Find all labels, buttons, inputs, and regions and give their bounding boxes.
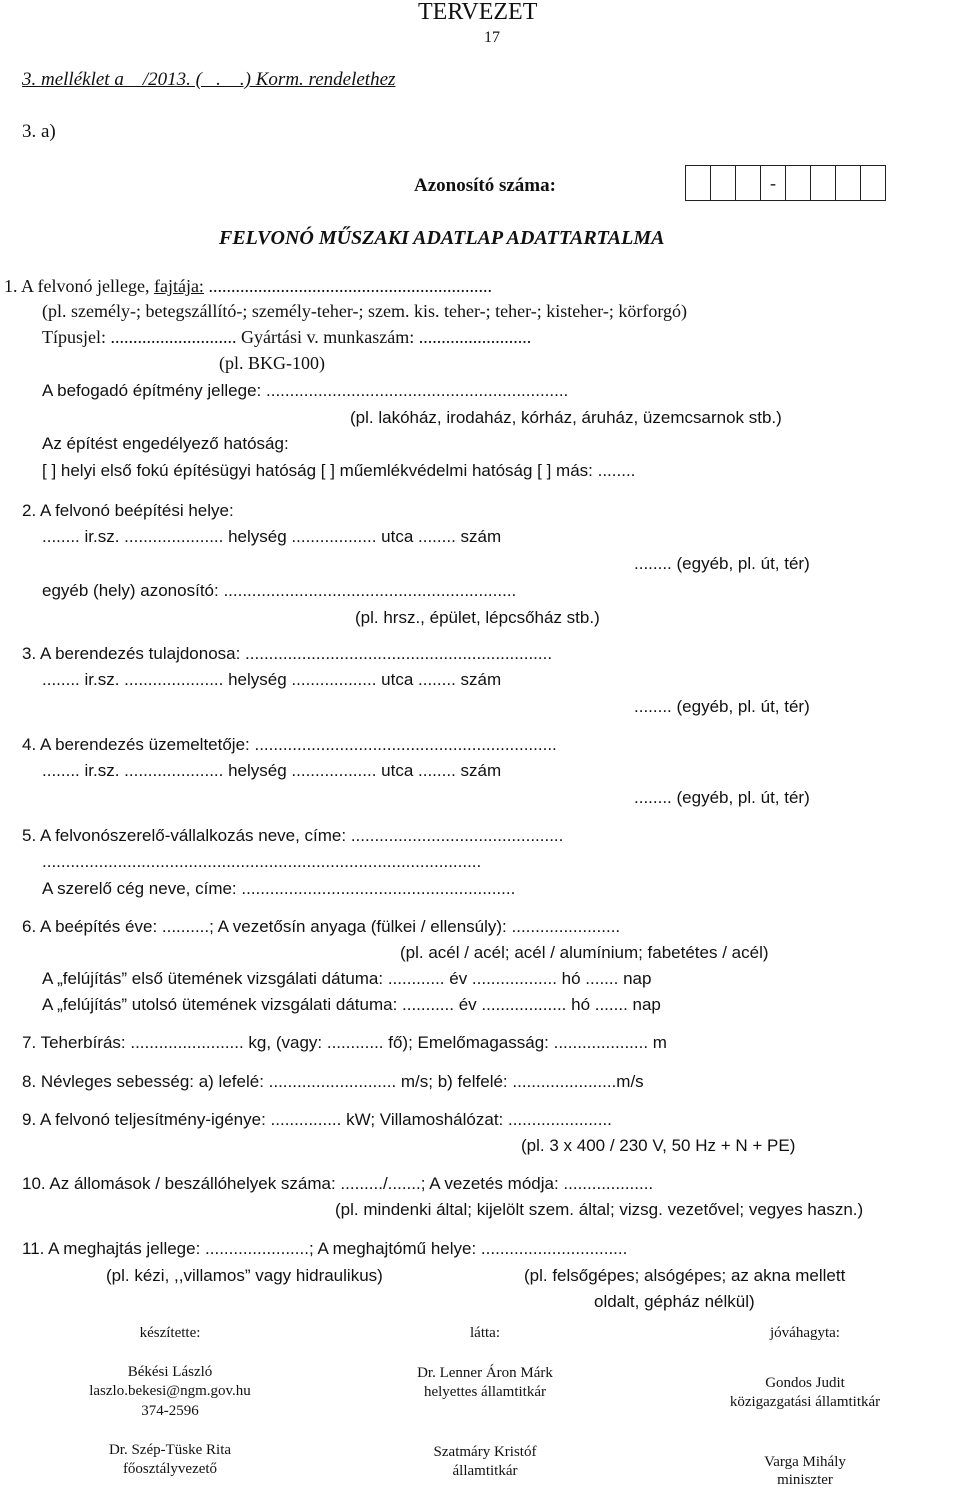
item-3-address: ........ ir.sz. ..................... helység .................. utca ........ szám <box>42 670 502 689</box>
type-serial-line: Típusjel: ............................ Gyártási v. munkaszám: ......................... <box>42 327 532 347</box>
item-5-installer: 5. A felvonószerelő-vállalkozás neve, címe: ............................................. <box>22 826 564 845</box>
item-1-type <box>4 277 492 295</box>
id-cell[interactable] <box>835 165 861 201</box>
signer-5-title: államtitkár <box>452 1463 518 1479</box>
approved-by-label: jóváhagyta: <box>770 1325 840 1341</box>
id-cell[interactable] <box>685 165 711 201</box>
item-2-address-hint: ........ (egyéb, pl. út, tér) <box>634 554 810 573</box>
signer-5-name: Szatmáry Kristóf <box>433 1444 537 1460</box>
item-11-drive: 11. A meghajtás jellege: ......................; A meghajtómű helye: ............................... <box>22 1239 628 1258</box>
item-1-label-link: fajtája: <box>153 276 204 296</box>
page-title: FELVONÓ MŰSZAKI ADATLAP ADATTARTALMA <box>219 227 665 249</box>
item-2-address: ........ ir.sz. ..................... helység .................. utca ........ szám <box>42 527 502 546</box>
signer-6-title: miniszter <box>777 1472 833 1488</box>
signer-4-title: főosztályvezető <box>122 1461 218 1477</box>
seen-by-label: látta: <box>470 1325 500 1341</box>
id-cell[interactable] <box>860 165 886 201</box>
item-6-year-rail: 6. A beépítés éve: ..........; A vezetősín anyaga (fülkei / ellensúly): ....................... <box>22 917 621 936</box>
item-7-capacity: 7. Teherbírás: ........................ kg, (vagy: ............ fő); Emelőmagasság: .................... m <box>22 1033 667 1052</box>
item-3-address-hint: ........ (egyéb, pl. út, tér) <box>634 697 810 716</box>
item-5-installer-cont: ............................................................................................. <box>42 852 482 871</box>
signer-3-title: közigazgatási államtitkár <box>729 1394 881 1410</box>
id-cell[interactable] <box>810 165 836 201</box>
item-3-owner: 3. A berendezés tulajdonosa: ................................................................. <box>22 644 553 663</box>
item-8-speed: 8. Névleges sebesség: a) lefelé: ........................... m/s; b) felfelé: ......................m/s <box>22 1072 644 1091</box>
item-4-address-hint: ........ (egyéb, pl. út, tér) <box>634 788 810 807</box>
authority-options: [ ] helyi első fokú építésügyi hatóság [ ] műemlékvédelmi hatóság [ ] más: ........ <box>42 461 636 480</box>
section-label: 3. a) <box>22 121 56 142</box>
item-5-fitter: A szerelő cég neve, címe: .......................................................... <box>42 879 516 898</box>
item-6-first-stage: A „felújítás” első ütemének vizsgálati dátuma: ............ év .................. hó ....... nap <box>42 969 652 988</box>
signer-2-name: Dr. Lenner Áron Márk <box>417 1365 553 1381</box>
item-10-control-hint: (pl. mindenki által; kijelölt szem. által; vizsg. vezetővel; vegyes haszn.) <box>335 1200 864 1219</box>
item-10-stations: 10. Az állomások / beszállóhelyek száma: ........./.......; A vezetés módja: ................... <box>22 1174 654 1193</box>
prepared-by-label: készítette: <box>139 1325 201 1341</box>
item-1-dots: ............................................................... <box>203 276 492 296</box>
item-6-rail-hint: (pl. acél / acél; acél / alumínium; fabetétes / acél) <box>400 943 769 962</box>
building-type-hint: (pl. lakóház, irodaház, kórház, áruház, üzemcsarnok stb.) <box>350 408 782 427</box>
id-cell[interactable] <box>785 165 811 201</box>
item-9-power: 9. A felvonó teljesítmény-igénye: ............... kW; Villamoshálózat: ...................... <box>22 1110 612 1129</box>
signer-6-name: Varga Mihály <box>764 1454 846 1470</box>
draft-watermark: TERVEZET <box>418 0 538 25</box>
signer-1-phone: 374-2596 <box>141 1403 199 1419</box>
signer-1-name: Békési László <box>127 1364 213 1380</box>
item-11-drive-hint: (pl. kézi, ,,villamos” vagy hidraulikus) <box>106 1266 383 1285</box>
item-1-label: 1. A felvonó jellege, <box>4 276 154 296</box>
signer-4-name: Dr. Szép-Tüske Rita <box>108 1442 232 1458</box>
item-9-power-hint: (pl. 3 x 400 / 230 V, 50 Hz + N + PE) <box>521 1136 796 1155</box>
item-2-location: 2. A felvonó beépítési helye: <box>22 501 234 520</box>
item-1-hint: (pl. személy-; betegszállító-; személy-teher-; szem. kis. teher-; teher-; kisteher-; körforgó) <box>42 301 687 321</box>
signer-1-email: laszlo.bekesi@ngm.gov.hu <box>89 1383 251 1399</box>
id-label: Azonosító száma: <box>414 175 556 196</box>
item-2-other-id: egyéb (hely) azonosító: .............................................................. <box>42 581 517 600</box>
building-type-line: A befogadó építmény jellege: ................................................................ <box>42 381 569 400</box>
id-cell[interactable] <box>735 165 761 201</box>
signer-2-title: helyettes államtitkár <box>423 1384 547 1400</box>
id-number-boxes[interactable] <box>686 165 886 201</box>
page-number: 17 <box>484 29 500 46</box>
item-4-operator: 4. A berendezés üzemeltetője: ................................................................ <box>22 735 557 754</box>
annex-reference: 3. melléklet a /2013. ( . .) Korm. rendelethez <box>22 69 396 90</box>
item-2-other-id-hint: (pl. hrsz., épület, lépcsőház stb.) <box>355 608 600 627</box>
authority-label: Az építést engedélyező hatóság: <box>42 434 289 453</box>
item-11-location-hint: (pl. felsőgépes; alsógépes; az akna mellett <box>524 1266 846 1285</box>
item-6-last-stage: A „felújítás” utolsó ütemének vizsgálati dátuma: ........... év .................. hó ....... nap <box>42 995 661 1014</box>
id-cell[interactable] <box>710 165 736 201</box>
item-11-location-hint-cont: oldalt, gépház nélkül) <box>594 1292 755 1311</box>
item-4-address: ........ ir.sz. ..................... helység .................. utca ........ szám <box>42 761 502 780</box>
signer-3-name: Gondos Judit <box>765 1375 845 1391</box>
id-separator: - <box>760 165 786 201</box>
type-hint: (pl. BKG-100) <box>219 353 325 373</box>
